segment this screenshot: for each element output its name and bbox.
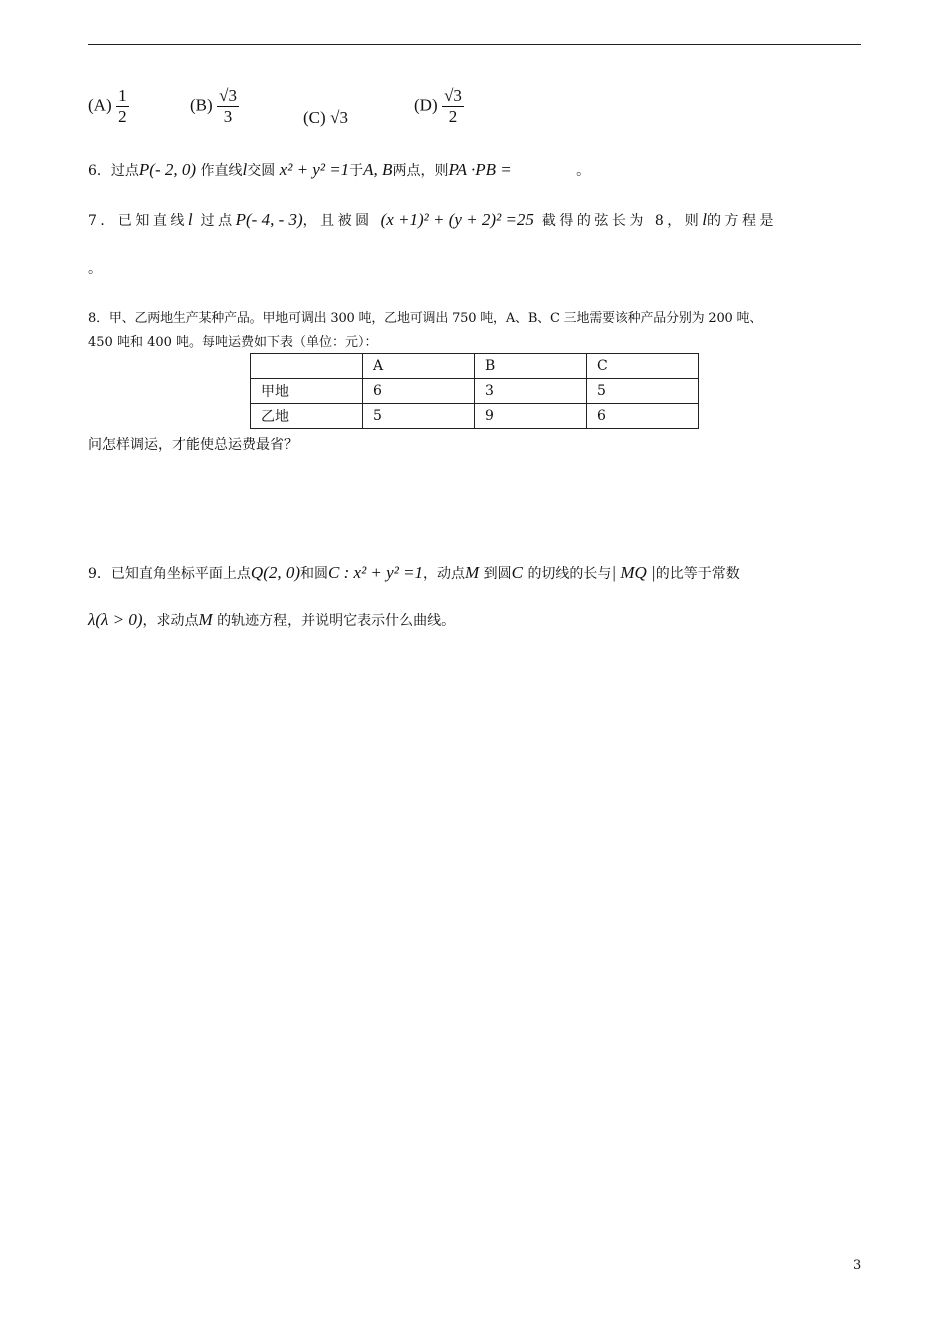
question-7: 7．已知直线l 过点P(- 4, - 3)，且被圆 (x +1)² + (y + 2)² =25 截得的弦长为 8，则l的方程是 (88, 210, 777, 229)
q5-option-d: (D) $\frac{√3}{2}$ (414, 86, 462, 126)
q5-option-c: (C) √3 (303, 108, 348, 127)
fraction: $\frac{√3}{3}$ (219, 86, 237, 126)
question-8-line2: 450 吨和 400 吨。每吨运费如下表（单位：元）： (88, 335, 378, 350)
question-7-end: 。 (88, 261, 102, 277)
header-rule (88, 44, 861, 45)
fraction: $\frac{√3}{2}$ (444, 86, 462, 126)
table-row: 乙地 5 9 6 (251, 404, 699, 429)
question-9-line2: λ(λ > 0)，求动点M 的轨迹方程，并说明它表示什么曲线。 (88, 610, 456, 629)
page-number: 3 (853, 1258, 862, 1273)
question-8-prompt: 问怎样调运，才能使总运费最省？ (88, 437, 298, 453)
table-row: 甲地 6 3 5 (251, 379, 699, 404)
fraction: $\frac{1}{2}$ (118, 86, 127, 126)
q5-option-b: (B) $\frac{√3}{3}$ (190, 86, 237, 126)
question-9-line1: 9．已知直角坐标平面上点Q(2, 0)和圆C : x² + y² =1，动点M 到圆C 的切线的长与| MQ |的比等于常数 (88, 563, 740, 582)
question-8-line1: 8．甲、乙两地生产某种产品。甲地可调出 300 吨，乙地可调出 750 吨，A、B、C 三地需要该种产品分别为 200 吨、 (88, 311, 763, 326)
q5-option-a: (A) $\frac{1}{2}$ (88, 86, 127, 126)
freight-cost-table (250, 353, 699, 429)
table-header-row: A B C (251, 354, 699, 379)
question-6: 6．过点P(- 2, 0) 作直线l交圆 x² + y² =1于A, B两点，则PA ·PB = 。 (88, 160, 591, 179)
